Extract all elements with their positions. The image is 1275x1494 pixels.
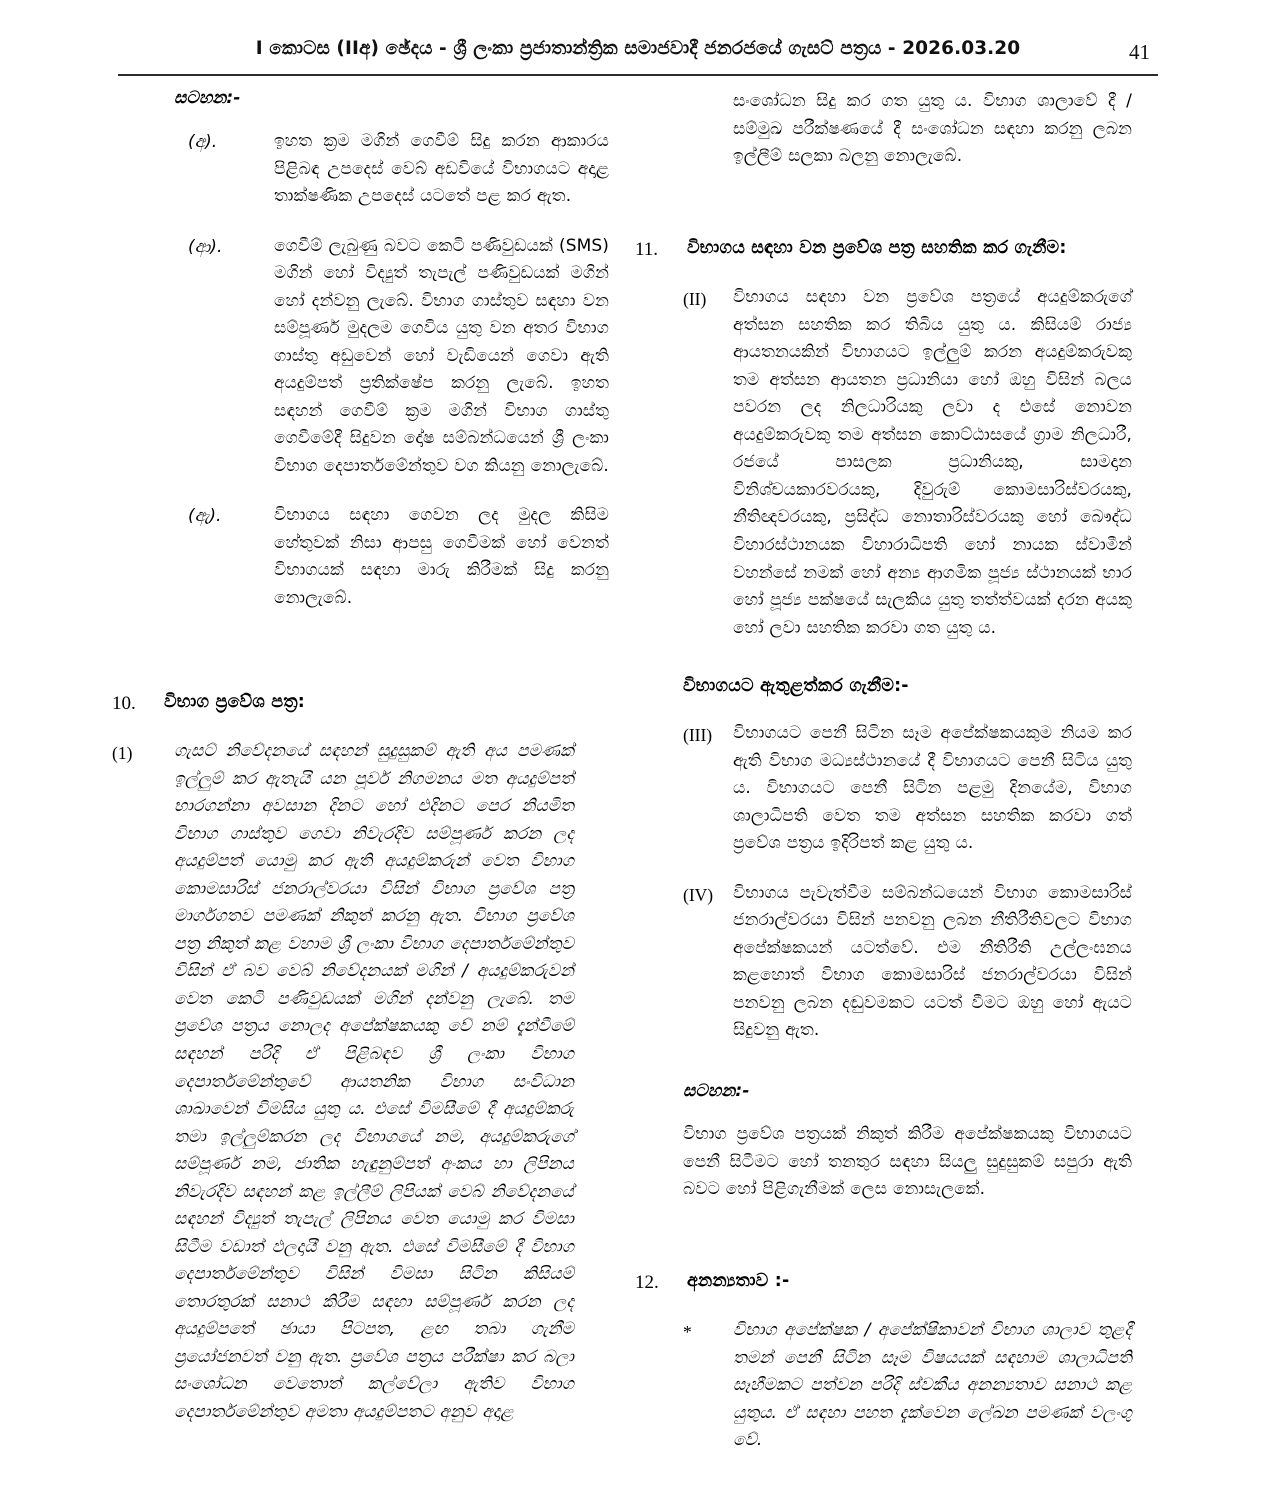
item-marker: (1) [112,743,133,764]
item-marker: * [683,1322,692,1343]
section-10 [112,691,609,717]
section-heading: අනන්‍යතාව :- [687,1270,790,1291]
item-marker: (IV) [683,884,714,905]
list-item [635,1317,1132,1455]
section-12 [635,1270,1132,1296]
list-item [635,284,1132,642]
section-heading: විභාගය සඳහා වන ප්‍රවේශ පත්‍ර සහතික කර ගැනීම: [687,237,1067,258]
list-item [112,128,609,211]
list-item [112,233,609,481]
item-marker: (අ). [188,132,218,152]
item-text: විභාගය සඳහා වන ප්‍රවේශ පත්‍රයේ අයදුම්කරුගේ අත්සන සහතික කර තිබිය යුතු ය. කිසියම් රාජ්‍ය ආයතනයකින් විභාගයට ඉල්ලුම් කරන අයදුම්කරුවකු තම අත්සන ආයතන ප්‍රධානියා හෝ ඔහු විසින් බලය පවරන ලද නිලධාරියකු ලවා ද එසේ නොවන අයදුම්කරුවකු තම අත්සන කොට්ඨාසයේ ග්‍රාම නිලධාරී, රජයේ පාසලක ප්‍රධානියකු, සාමදාන විනිශ්චයකාරවරයකු, දිවුරුම් කොමසාරිස්වරයකු, නීතිඥවරයකු, ප්‍රසිද්ධ නොතාරිස්වරයකු හෝ බෞද්ධ විහාරස්ථානයක විහාරාධිපති හෝ නායක ස්වාමීන් වහන්සේ නමක් හෝ අන්‍ය ආගමික පූජ්‍ය ස්ථානයක් භාර හෝ පූජ්‍ය පක්ෂයේ සැලකිය යුතු තත්ත්වයක් දරන අයකු හෝ ලවා සහතික කරවා ගත යුතු ය. [733,287,1132,638]
right-column [635,88,1132,1477]
item-marker: (ආ). [188,236,223,257]
spacer [635,193,1132,207]
section-number: 12. [635,1271,659,1293]
left-column [112,88,609,1448]
section-heading: විභාග ප්‍රවේශ පත්‍ර: [164,691,305,712]
spacer [635,1226,1132,1240]
continuation-paragraph: සංශෝධන සිදු කර ගත යුතු ය. විභාග ශාලාවේ දී / සම්මුඛ පරීක්ෂණයේ දී සංශෝධන සඳහා කරනු ලබන ඉල්ලීම් සලකා බලනු නොලැබේ. [733,91,1132,167]
item-text: විභාගයට පෙනී සිටින සෑම අපේක්ෂකයකුම නියම කර ඇති විභාග මධ්‍යස්ථානයේ දී විභාගයට පෙනී සිටිය යුතු ය. විභාගයට පෙනී සිටින පළමු දිනයේම, විභාග ශාලාධිපති වෙත තම අත්සන සහතික කරවා ගත් ප්‍රවේශ පත්‍රය ඉදිරිපත් කළ යුතු ය. [733,723,1132,854]
header-divider [118,74,1158,76]
item-text: විභාගය පැවැත්වීම සම්බන්ධයෙන් විභාග කොමසාරිස් ජනරාල්වරයා විසින් පනවනු ලබන නීතිරීතිවලට විභාග අපේක්ෂකයන් යටත්වේ. එම නීතිරීති උල්ලංඝනය කළහොත් විභාග කොමසාරිස් ජනරාල්වරයා විසින් පනවනු ලබන දඬුවමකට යටත් වීමට ඔහු හෝ ඇයට සිදුවනු ඇත. [733,882,1132,1041]
spacer [112,635,609,661]
item-text: විභාග අපේක්ෂක / අපේක්ෂිකාවන් විභාග ශාලාව තුළදී තමන් පෙනී සිටින සෑම විෂයයක් සඳහාම ශාලාධිපති සෑහීමකට පත්වන පරිදි ස්වකීය අනන්‍යතාව සනාථ කළ යුතුය. ඒ සඳහා පහත දැක්වෙන ලේඛන පමණක් වලංගු වේ. [733,1320,1132,1451]
admission-heading: විභාගයට ඇතුළත්කර ගැනීම:- [683,676,909,697]
spacer [635,1067,1132,1081]
header-line [118,38,1158,72]
list-item [635,720,1132,858]
list-item [112,502,609,612]
right-note-label: සටහන:- [683,1080,750,1101]
page-header [118,38,1158,80]
left-note-label: සටහන:- [174,88,241,108]
right-note-text: විභාග ප්‍රවේශ පත්‍රයක් නිකුත් කිරීම අපේක්ෂකයකු විභාගයට පෙනී සිටීමට හෝ තනතුර සඳහා සියලු සුදුසුකම් සපුරා ඇති බවට හෝ පිළිගැනීමක් ලෙස නොසැලකේ. [683,1123,1132,1200]
item-marker: (III) [683,725,713,746]
item-marker: (ඇ). [188,506,222,527]
list-item [635,880,1132,1045]
list-item [112,738,609,1426]
item-text: ගෙවීම් ලැබුණු බවට කෙටි පණිවුඩයක් (SMS) මගින් හෝ විද්‍යුත් තැපැල් පණිවුඩයක් මගින් හෝ දන්වනු ලැබේ. විභාග ගාස්තුව සඳහා වන සම්පූර්ණ මුදලම ගෙවිය යුතු වන අතර විභාග ගාස්තු අඩුවෙන් හෝ වැඩියෙන් ගෙවා ඇති අයදුම්පත් ප්‍රතික්ෂේප කරනු ලැබේ. ඉහත සඳහන් ගෙවීම් ක්‍රම මගින් විභාග ගාස්තු ගෙවීමේදී සිදුවන දෝෂ සම්බන්ධයෙන් ශ්‍රී ලංකා විභාග දෙපාර්තමේන්තුව වග කියනු නොලැබේ. [274,235,609,476]
page-title: I කොටස (IIඅ) ඡේදය - ශ්‍රී ලංකා ප්‍රජාතාන්ත්‍රික සමාජවාදී ජනරජයේ ගැසට් පත්‍රය - 2026.03.20 [255,38,1021,59]
item-text: විභාගය සඳහා ගෙවන ලද මුදල කිසිම හේතුවක් නිසා ආපසු ගෙවීමක් හෝ වෙනත් විභාගයක් සඳහා මාරු කිරීමක් සිදු කරනු නොලැබේ. [274,505,609,608]
item-text: ගැසට් නිවේදනයේ සඳහන් සුදුසුකම් ඇති අය පමණක් ඉල්ලුම් කර ඇතැයි යන පූර්ව නිගමනය මත අයදුම්පත් භාරගන්නා අවසාන දිනට හෝ එදිනට පෙර නියමිත විභාග ගාස්තුව ගෙවා නිවැරදිව සම්පූර්ණ කරන ලද අයදුම්පත් යොමු කර ඇති අයදුම්කරුන් වෙත විභාග කොමසාරිස් ජනරාල්වරයා විසින් විභාග ප්‍රවේශ පත්‍ර මාර්ගගතව පමණක් නිකුත් කරනු ඇත. විභාග ප්‍රවේශ පත්‍ර නිකුත් කළ වහාම ශ්‍රී ලංකා විභාග දෙපාර්තමේන්තුව විසින් ඒ බව වෙබ් නිවේදනයක් මගින් / අයදුම්කරුවන් වෙත කෙටි පණිවුඩයක් මගින් දන්වනු ලැබේ. තම ප්‍රවේශ පත්‍රය නොලද අපේක්ෂකයකු වේ නම් දැන්වීමේ සඳහන් පරිදි ඒ පිළිබඳව ශ්‍රී ලංකා විභාග දෙපාර්තමේන්තුවේ ආයතනික විභාග සංවිධාන ශාඛාවෙන් විමසිය යුතු ය. එසේ විමසීමේ දී අයදුම්කරු තමා ඉල්ලුම්කරන ලද විභාගයේ නම, අයදුම්කරුගේ සම්පූර්ණ නම, ජාතික හැඳුනුම්පත් අංකය හා ලිපිනය නිවැරදිව සඳහන් කළ ඉල්ලීම් ලිපියක් වෙබ් නිවේදනයේ සඳහන් විද්‍යුත් තැපැල් ලිපිනය වෙත යොමු කර විමසා සිටීම වඩාත් ඵලදායී වනු ඇත. එසේ විමසීමේ දී විභාග දෙපාර්තමේන්තුව විසින් විමසා සිටින කිසියම් තොරතුරක් සනාථ කිරීම සඳහා සම්පූර්ණ කරන ලද අයදුම්පතේ ඡායා පිටපත, ළඟ තබා ගැනීම ප්‍රයෝජනවත් වනු ඇත. ප්‍රවේශ පත්‍රය පරීක්ෂා කර බලා සංශෝධන වෙතොත් කල්වේලා ඇතිව විභාග දෙපාර්තමේන්තුව අමතා අයදුම්පතට අනුව අදාළ [174,741,574,1422]
section-11 [635,237,1132,263]
section-number: 10. [112,692,136,714]
page-number: 41 [1129,40,1150,64]
section-number: 11. [635,238,659,260]
item-marker: (II) [683,289,707,310]
item-text: ඉහත ක්‍රම මගින් ගෙවීම් සිදු කරන ආකාරය පිළිබඳ උපදෙස් වෙබ් අඩවියේ විභාගයට අදාළ තාක්ෂණික උපදෙස් යටතේ පළ කර ඇත. [274,131,609,207]
